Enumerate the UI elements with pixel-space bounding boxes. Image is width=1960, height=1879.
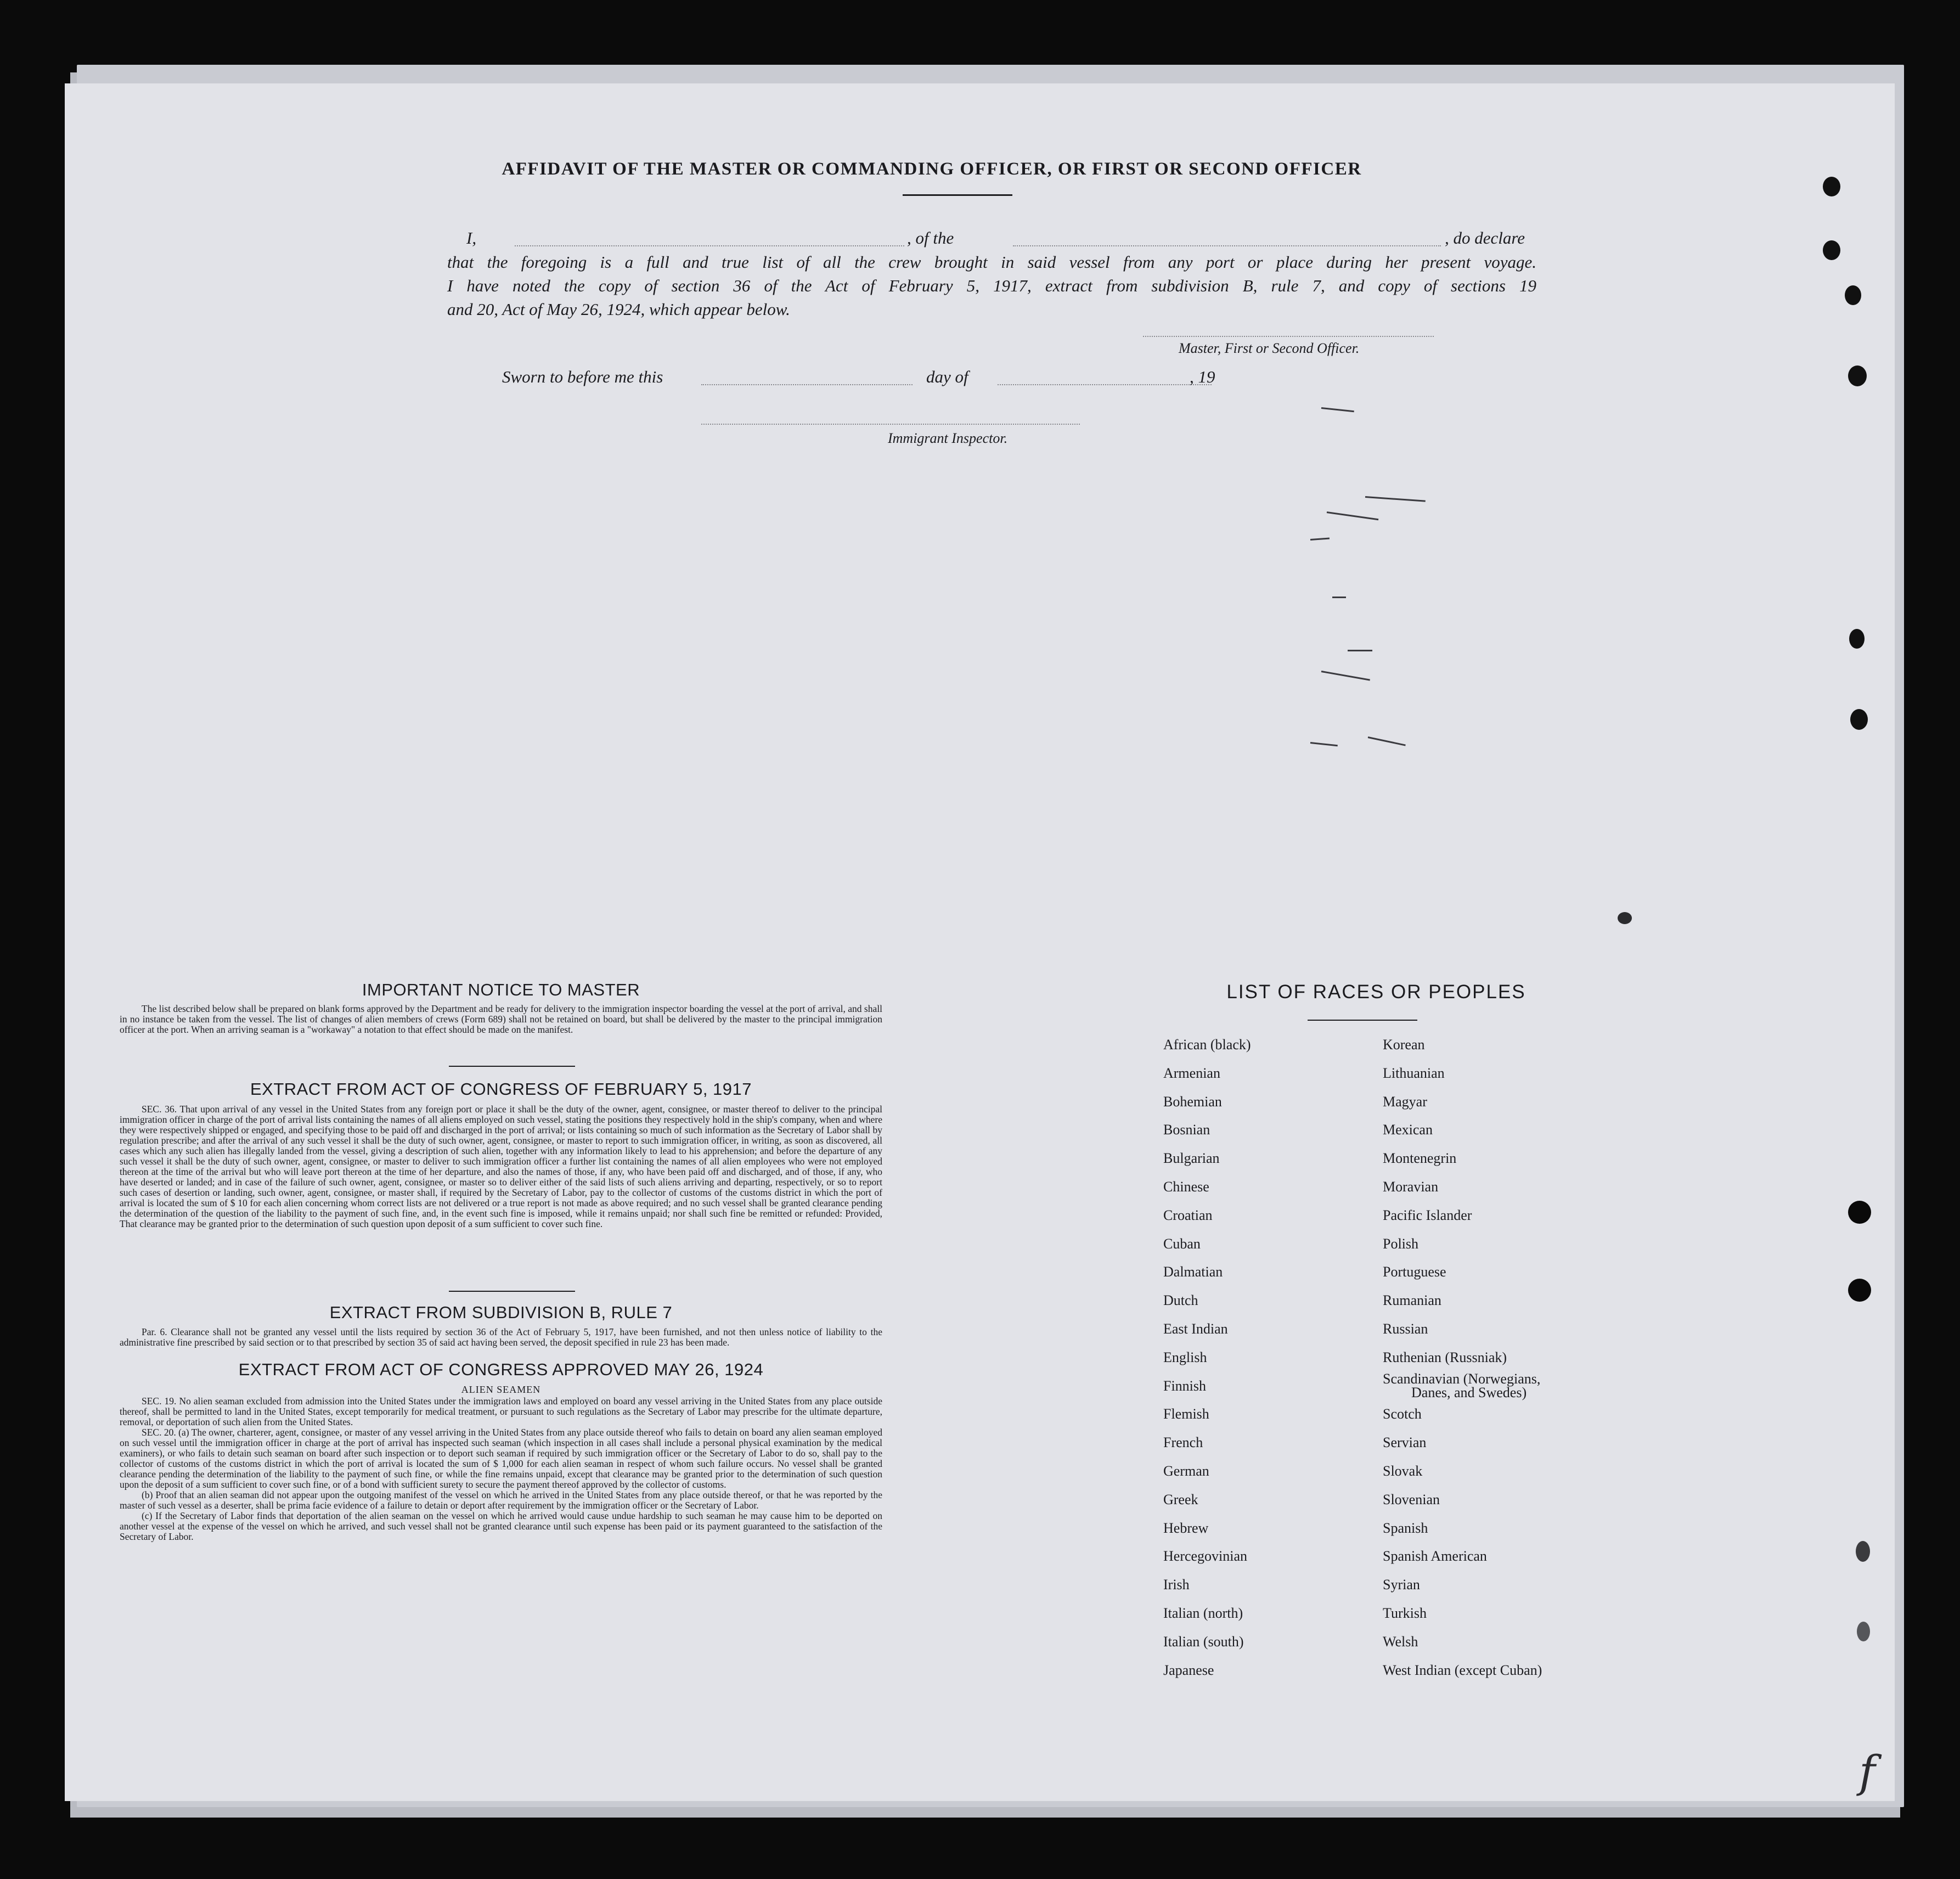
race-item: Armenian xyxy=(1163,1065,1220,1081)
declaration-do-declare: , do declare xyxy=(1445,228,1525,247)
sworn-day-of: day of xyxy=(926,367,968,386)
race-item: Polish xyxy=(1383,1235,1419,1252)
race-item: Croatian xyxy=(1163,1207,1213,1223)
race-item: Slovak xyxy=(1383,1462,1423,1479)
binder-hole xyxy=(1849,629,1865,649)
sec-20-b: (b) Proof that an alien seaman did not appear upon the outgoing manifest of the vessel on which he arrived in the United States from any place outside thereof, or that he was reported by the master of such vessel as a deserter, shall be prima facie evidence of a failure to detain or deport after requirement by the immigration officer or the Secretary of Labor. xyxy=(120,1489,882,1511)
race-item: Portuguese xyxy=(1383,1264,1446,1280)
extract-rule7-body: Par. 6. Clearance shall not be granted any vessel until the lists required by section 36 of the Act of February 5, 1917, have been furnished, and not then unless notice of liability to the administrative fine prescribed by said section or to that prescribed by section 35 of said act having been served, the deposit specified in rule 23 has been made. xyxy=(120,1326,882,1348)
races-divider xyxy=(1308,1020,1417,1021)
race-item: Spanish American xyxy=(1383,1548,1487,1565)
document-page xyxy=(65,83,1895,1801)
race-item: Bosnian xyxy=(1163,1122,1210,1138)
binder-hole xyxy=(1857,1622,1870,1641)
declaration-of-the: , of the xyxy=(907,228,954,247)
race-item: Pacific Islander xyxy=(1383,1207,1472,1223)
race-item: Flemish xyxy=(1163,1406,1209,1422)
race-item: Chinese xyxy=(1163,1178,1209,1195)
declaration-line-1: that the foregoing is a full and true list of all the crew brought in said vessel from any port or place during her present voyage. xyxy=(447,252,1536,272)
binder-hole xyxy=(1848,365,1867,386)
race-item: Greek xyxy=(1163,1491,1198,1507)
races-left-column xyxy=(1163,1031,1251,1684)
binder-hole xyxy=(1850,709,1868,730)
race-item: East Indian xyxy=(1163,1320,1228,1337)
extract-1924-subtitle: ALIEN SEAMEN xyxy=(461,1384,541,1395)
master-signature-label: Master, First or Second Officer. xyxy=(1179,340,1360,356)
race-item: African (black) xyxy=(1163,1037,1251,1053)
inspector-label: Immigrant Inspector. xyxy=(888,430,1008,446)
race-item: Slovenian xyxy=(1383,1491,1440,1507)
race-item: Turkish xyxy=(1383,1605,1427,1621)
stray-mark xyxy=(1321,671,1370,681)
extract-1924-title: EXTRACT FROM ACT OF CONGRESS APPROVED MAY 26, 1924 xyxy=(238,1360,764,1379)
race-item: Cuban xyxy=(1163,1235,1201,1252)
handwritten-mark: f xyxy=(1859,1746,1875,1797)
race-item: Moravian xyxy=(1383,1178,1439,1195)
race-item: Hebrew xyxy=(1163,1520,1209,1536)
master-signature-line[interactable] xyxy=(1143,336,1434,337)
race-item: Dutch xyxy=(1163,1292,1198,1309)
stray-mark xyxy=(1310,742,1338,746)
race-item: Scotch xyxy=(1383,1406,1422,1422)
stray-mark xyxy=(1365,496,1426,502)
race-item: West Indian (except Cuban) xyxy=(1383,1662,1542,1678)
sworn-day-blank[interactable] xyxy=(701,384,913,385)
stray-mark xyxy=(1348,650,1372,651)
notice-body-block xyxy=(120,1004,882,1035)
race-item: Hercegovinian xyxy=(1163,1548,1248,1565)
race-item: Japanese xyxy=(1163,1662,1214,1678)
race-item: Spanish xyxy=(1383,1520,1428,1536)
race-item: English xyxy=(1163,1349,1207,1365)
race-item: Finnish xyxy=(1163,1377,1207,1394)
race-item: Scandinavian (Norwegians, Danes, and Swedes) xyxy=(1383,1370,1541,1401)
race-item: Dalmatian xyxy=(1163,1264,1223,1280)
declaration-line-2: I have noted the copy of section 36 of the Act of February 5, 1917, extract from subdivision B, rule 7, and copy of sections 19 xyxy=(447,276,1536,295)
stray-mark xyxy=(1368,736,1406,746)
notice-title: IMPORTANT NOTICE TO MASTER xyxy=(362,980,640,999)
binder-hole xyxy=(1856,1541,1870,1562)
race-item: Rumanian xyxy=(1383,1292,1441,1309)
sec-20-a: SEC. 20. (a) The owner, charterer, agent, consignee, or master of any vessel arriving in the United States from any place outside thereof who fails to detain on board any alien seaman employed on such vessel until the immigration officer in charge at the port of arrival has inspected such seaman (which inspection in all cases shall include a personal physical examination by the medical examiners), or who fails to detain such seaman on board after such inspection or to deport such seaman if required by such immigration officer or the Secretary of Labor to do so, shall pay to the collector of customs of the customs district in which the port of arrival is located the sum of $ 1,000 for each alien seaman in respect of whom such failure occurs. No vessel shall be granted clearance pending the determination of the liability to the payment of such fine, or while the fine remains unpaid, except that clearance may be granted prior to the determination of such question upon the deposit of a sum sufficient to cover such fine, or of a bond with sufficient surety to secure the payment thereof approved by the collector of customs. xyxy=(120,1427,882,1490)
stray-mark xyxy=(1332,597,1346,598)
binder-hole xyxy=(1823,240,1840,260)
ink-blot xyxy=(1618,912,1632,924)
sworn-month-blank[interactable] xyxy=(998,384,1212,385)
race-item: Servian xyxy=(1383,1434,1427,1451)
vessel-blank[interactable] xyxy=(1013,245,1441,246)
divider xyxy=(449,1066,575,1067)
stray-mark xyxy=(1310,538,1330,541)
divider xyxy=(449,1291,575,1292)
race-item: Syrian xyxy=(1383,1577,1420,1593)
race-item: Bohemian xyxy=(1163,1093,1222,1110)
title-divider xyxy=(903,194,1012,196)
notice-body: The list described below shall be prepared on blank forms approved by the Department and be ready for delivery to the immigration inspector boarding the vessel at the port of arrival, and shall in no instance be taken from the vessel. The list of changes of alien members of crews (Form 689) shall not be retained on board, but shall be delivered by the master to the principal immigration officer at the port. When an arriving seaman is a "workaway" a notation to that effect should be made on the manifest. xyxy=(120,1003,882,1035)
extract-1917-title: EXTRACT FROM ACT OF CONGRESS OF FEBRUARY 5, 1917 xyxy=(250,1079,752,1099)
race-item: Welsh xyxy=(1383,1633,1418,1650)
races-right-column xyxy=(1383,1031,1542,1684)
declaration-i: I, xyxy=(466,228,477,247)
sworn-text: Sworn to before me this xyxy=(502,367,663,386)
race-item: Magyar xyxy=(1383,1093,1427,1110)
affidavit-title: AFFIDAVIT OF THE MASTER OR COMMANDING OFFICER, OR FIRST OR SECOND OFFICER xyxy=(502,159,1362,179)
race-item: French xyxy=(1163,1434,1203,1451)
extract-1924-block xyxy=(120,1396,882,1542)
races-title: LIST OF RACES OR PEOPLES xyxy=(1226,981,1526,1003)
race-item: Montenegrin xyxy=(1383,1150,1457,1167)
extract-1917-body: SEC. 36. That upon arrival of any vessel in the United States from any foreign port or place it shall be the duty of the owner, agent, consignee, or master thereof to deliver to the principal immigration officer in charge of the port of arrival lists containing the names of all aliens employed on such vessel, stating the positions they respectively hold in the ship's company, when and where they were respectively shipped or engaged, and specifying those to be paid off and discharged in the port of arrival; or lists containing so much of such information as the Secretary of Labor shall by regulation prescribe; and after the arrival of any such vessel it shall be the duty of such owner, agent, consignee, or master to report to such immigration officer, in writing, as soon as discovered, all cases which any such alien has illegally landed from the vessel, giving a description of such alien, together with any information likely to lead to his apprehension; and before the departure of any such vessel it shall be the duty of such owner, agent, consignee, or master to deliver to such immigration officer a further list containing the names of all alien employees who were not employed thereon at the time of the arrival but who will leave port thereon at the time of her departure, and also the names of those, if any, who have been paid off and discharged, and of those, if any, who have deserted or landed; and in case of the failure of such owner, agent, consignee, or master so to deliver either of the said lists of such aliens arriving and departing, respectively, or so to report such cases of desertion or landing, such owner, agent, consignee, or master shall, if required by the Secretary of Labor, pay to the collector of customs of the customs district in which the port of arrival is located the sum of $ 10 for each alien concerning whom correct lists are not delivered or a true report is not made as above required; and no such vessel shall be granted clearance pending the determination of the question of the liability to the payment of such fine, and, in the event such fine is imposed, while it remains unpaid; nor shall such fine be remitted or refunded: Provided, That clearance may be granted prior to the determination of such question upon deposit of a sum sufficient to cover such fine. xyxy=(120,1104,882,1229)
name-blank[interactable] xyxy=(515,245,904,246)
binder-hole xyxy=(1845,285,1861,305)
race-item: German xyxy=(1163,1462,1209,1479)
extract-1917-block xyxy=(120,1104,882,1229)
extract-rule7-title: EXTRACT FROM SUBDIVISION B, RULE 7 xyxy=(329,1303,673,1322)
binder-hole xyxy=(1848,1279,1871,1302)
sec-20-c: (c) If the Secretary of Labor finds that deportation of the alien seaman on the vessel on which he arrived would cause undue hardship to such seaman he may cause him to be deported on another vessel at the expense of the vessel on which he arrived, and such vessel shall not be granted clearance until such expense has been paid or its payment guaranteed to the satisfaction of the Secretary of Labor. xyxy=(120,1510,882,1542)
declaration-line-3: and 20, Act of May 26, 1924, which appear below. xyxy=(447,300,790,319)
race-item: Irish xyxy=(1163,1577,1190,1593)
sworn-year: , 19 xyxy=(1190,367,1215,386)
extract-rule7-block xyxy=(120,1327,882,1348)
race-item: Bulgarian xyxy=(1163,1150,1220,1167)
stray-mark xyxy=(1327,511,1378,520)
binder-hole xyxy=(1848,1201,1871,1224)
race-item: Russian xyxy=(1383,1320,1428,1337)
race-item: Ruthenian (Russniak) xyxy=(1383,1349,1507,1365)
race-item: Korean xyxy=(1383,1037,1425,1053)
stray-mark xyxy=(1321,407,1354,412)
race-item: Italian (north) xyxy=(1163,1605,1243,1621)
race-item: Mexican xyxy=(1383,1122,1433,1138)
sec-19: SEC. 19. No alien seaman excluded from admission into the United States under the immigration laws and employed on board any vessel arriving in the United States from any place outside thereof, shall be permitted to land in the United States, except temporarily for medical treatment, or pursuant to such regulations as the Secretary of Labor may prescribe for the ultimate departure, removal, or deportation of such alien from the United States. xyxy=(120,1396,882,1427)
inspector-signature-line[interactable] xyxy=(701,424,1080,425)
race-item: Italian (south) xyxy=(1163,1633,1244,1650)
race-item: Lithuanian xyxy=(1383,1065,1445,1081)
binder-hole xyxy=(1823,177,1840,196)
